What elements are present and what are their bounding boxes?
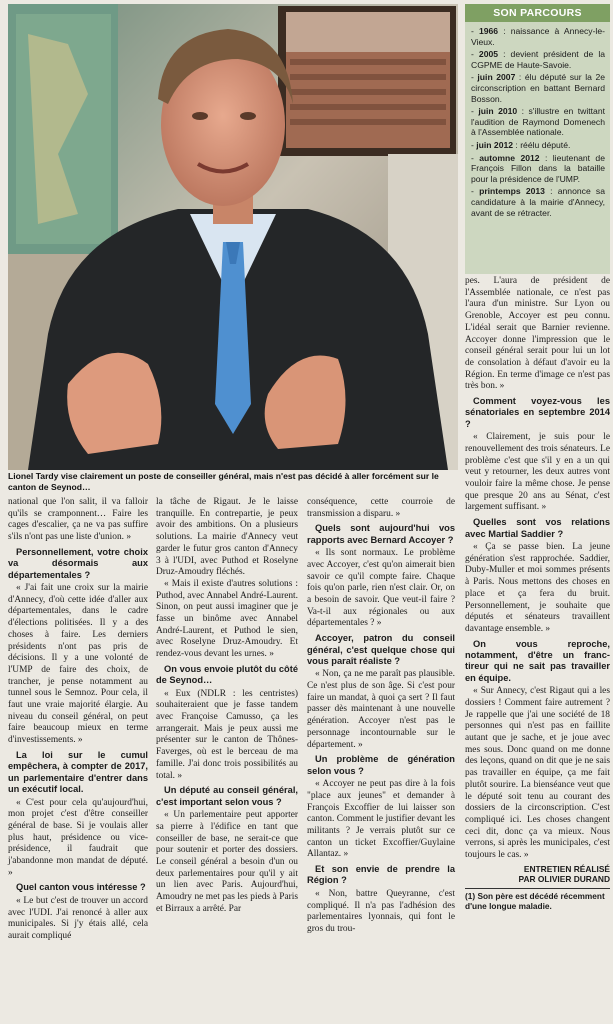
interview-paragraph: « Non, battre Queyranne, c'est compliqué. Il n'a pas l'adhésion des parlementaires lyonnais, qui font le gros du trou- bbox=[307, 888, 455, 934]
career-timeline bbox=[465, 22, 610, 218]
interview-question: Comment voyez-vous les sénatoriales en septembre 2014 ? bbox=[465, 396, 610, 429]
article-column-1 bbox=[8, 497, 148, 943]
interview-question: Personnellement, votre choix va désormais aux départementales ? bbox=[8, 546, 148, 580]
timeline-text: : annonce sa candidature à la mairie d'Annecy, avant de se rétracter. bbox=[471, 186, 606, 218]
divider bbox=[465, 888, 610, 889]
interview-question: On vous reproche, notamment, d'être un franc-tireur qui ne sait pas travailler en équipe. bbox=[465, 638, 610, 683]
byline-line-1: ENTRETIEN RÉALISÉ bbox=[523, 863, 610, 874]
timeline-text: : élu député sur la 2e circonscription en battant Bernard Bosson. bbox=[471, 72, 606, 104]
interview-paragraph: « Accoyer ne peut pas dire à la fois "place aux jeunes" et demander à François Excoffier de lui laisser son canton. Comment le justifier devant les militants ? Je verrais plutôt sur ce canton un ticket Excoffier/Guylaine Allantaz. » bbox=[307, 779, 455, 860]
interview-paragraph: « Le but c'est de trouver un accord avec l'UDI. J'ai renoncé à aller aux municipales. Si j'y étais allé, cela aurait compliqué bbox=[8, 895, 148, 941]
interview-paragraph: « Ils sont normaux. Le problème avec Accoyer, c'est qu'on aimerait bien savoir ce qu'il compte faire. Chaque fois qu'on parle, rien n'est clair. Or, on a besoin de savoir. Que veut-il faire ? Va-t-il aux régionales ou aux départementales ? » bbox=[307, 548, 455, 629]
article-column-2 bbox=[156, 497, 298, 915]
interview-question: Accoyer, patron du conseil général, c'est quelque chose qui vous paraît réaliste ? bbox=[307, 633, 455, 666]
timeline-date: juin 2007 bbox=[477, 72, 516, 83]
article-column-3 bbox=[307, 497, 455, 936]
footnote: (1) Son père est décédé récemment d'une longue maladie. bbox=[465, 890, 605, 912]
interview-paragraph: « C'est pour cela qu'aujourd'hui, mon projet c'est d'être conseiller général de base. Si je voulais aller plus haut, présidence ou vice-présidence, il faudrait que j'abandonne mon mandat de député. » bbox=[8, 797, 148, 878]
interview-paragraph: « Mais il existe d'autres solutions : Puthod, avec Annabel André-Laurent. Sinon, on peut aussi imaginer que je fasse un binôme avec Annabel André-Laurent, et Puthod le sien, avec Roselyne Druz-Amoudry. Et rendez-vous devant les urnes. » bbox=[156, 578, 298, 660]
timeline-entry: - 2005 : devient président de la CGPME de Haute-Savoie. bbox=[471, 49, 606, 70]
timeline-date: 1966 bbox=[478, 26, 499, 36]
interview-paragraph: pes. L'aura de président de l'Assemblée nationale, ce n'est pas l'aura d'un ministre. Sur Lyon ou Grenoble, Accoyer est peu connu. L'idéal serait que Barnier revienne. Accoyer donne l'impression que le conseil général serait pour lui un lot de consolation à défaut d'avoir eu la Région. En terme d'image ce n'est pas très bon. » bbox=[465, 276, 610, 392]
sidebar-title: SON PARCOURS bbox=[465, 4, 610, 22]
byline-line-2: PAR OLIVIER DURAND bbox=[518, 874, 610, 885]
timeline-entry: - 1966 : naissance à Annecy-le-Vieux. bbox=[471, 26, 605, 47]
interview-question: Quelles sont vos relations avec Martial Saddier ? bbox=[465, 517, 610, 539]
timeline-text: : naissance à Annecy-le-Vieux. bbox=[471, 26, 605, 47]
interview-paragraph: « J'ai fait une croix sur la mairie d'Annecy, d'où cette idée d'aller aux départementales, dans le cadre d'élections politisées. Il y a des choses à faire. Les derniers présidents n'ont pas pris de décisions. Il y a une volonté de l'UMP de faire des choix, de trancher, je pense notamment au tunnel sous le Semnoz. Pour cela, il faut une vraie majorité élargie. Au niveau du conseil général, on peut faire beaucoup mieux en terme d'investissements. » bbox=[8, 583, 148, 746]
interview-question: Et son envie de prendre la Région ? bbox=[307, 864, 455, 886]
interview-question: Un problème de génération selon vous ? bbox=[307, 754, 455, 776]
interview-question: On vous envoie plutôt du côté de Seynod… bbox=[156, 663, 298, 686]
interview-paragraph: « Un parlementaire peut apporter sa pierre à l'édifice en tant que conseiller de base, ne serait-ce que pour soutenir et porter des dossiers. Le conseil général a besoin d'un ou deux parlementaires pour qu'il y ait un lien avec Paris. Aujourd'hui, Amoudry ne met pas les pieds à Paris et Birraux a arrêté. Par bbox=[156, 810, 298, 914]
photo-caption: Lionel Tardy vise clairement un poste de conseiller général, mais n'est pas décidé à aller forcément sur le canton de Seynod… bbox=[8, 471, 439, 492]
article-column-4 bbox=[465, 276, 610, 912]
timeline-entry: - printemps 2013 : annonce sa candidature à la mairie d'Annecy, avant de se rétracter. bbox=[471, 186, 606, 218]
interview-paragraph: « Non, ça ne me paraît pas plausible. Ce n'est plus de son âge. Si c'est pour faire un mandat, à quoi ça sert ? Il faut passer dès maintenant à une nouvelle génération. Accoyer n'est pas le personnage incontournable sur le département. » bbox=[307, 669, 455, 750]
timeline-date: juin 2012 bbox=[476, 139, 514, 150]
timeline-text: : s'illustre en twittant l'audition de Raymond Domenech à l'Assemblée nationale. bbox=[471, 106, 605, 138]
timeline-entry: - automne 2012 : lieutenant de François Fillon dans la bataille pour la présidence de l'UMP. bbox=[471, 152, 605, 184]
timeline-entry: - juin 2010 : s'illustre en twittant l'audition de Raymond Domenech à l'Assemblée nationale. bbox=[471, 106, 605, 138]
timeline-text: : lieutenant de François Fillon dans la bataille pour la présidence de l'UMP. bbox=[471, 152, 605, 184]
timeline-date: printemps 2013 bbox=[479, 186, 545, 197]
timeline-entry: - juin 2012 : réélu député. bbox=[471, 139, 571, 150]
portrait-photo bbox=[8, 4, 458, 470]
photo-illustration bbox=[8, 4, 458, 470]
timeline-text: : réélu député. bbox=[513, 139, 571, 150]
timeline-date: 2005 bbox=[478, 49, 499, 60]
timeline-date: juin 2010 bbox=[478, 106, 518, 117]
interview-paragraph: conséquence, cette courroie de transmission a disparu. » bbox=[307, 497, 455, 519]
interview-question: Quels sont aujourd'hui vos rapports avec Bernard Accoyer ? bbox=[307, 523, 455, 545]
interview-paragraph: « Ça se passe bien. La jeune génération s'est rapprochée. Saddier, Duby-Muller et moi sommes présents à Paris. Nous mettons des choses en place et ça fera du bruit. Personnellement, je souhaite que députés et sénateurs travaillent davantage ensemble. » bbox=[465, 541, 610, 634]
interview-question: Quel canton vous intéresse ? bbox=[16, 882, 146, 893]
timeline-text: : devient président de la CGPME de Haute-Savoie. bbox=[471, 49, 606, 70]
interview-paragraph: « Eux (NDLR : les centristes) souhaiteraient que je fasse tandem avec Françoise Camusso, ça les arrangerait. Mais je peux aussi me présenter sur le canton de Thônes-Faverges, où est le berceau de ma famille. J'ai donc trois possibilités au total. » bbox=[156, 688, 298, 781]
interview-question: Un député au conseil général, c'est important selon vous ? bbox=[156, 785, 298, 807]
interview-paragraph: la tâche de Rigaut. Je le laisse tranquille. En contrepartie, je peux avoir des ambitions. On a plusieurs solutions. La mairie d'Annecy veut garder le futur gros canton d'Annecy 3 à l'UDI, avec Puthod et Roselyne Druz-Amoudry fléchés. bbox=[156, 497, 298, 578]
interview-question: La loi sur le cumul empêchera, à compter de 2017, un parlementaire d'entrer dans un exécutif local. bbox=[8, 749, 148, 795]
timeline-entry: - juin 2007 : élu député sur la 2e circonscription en battant Bernard Bosson. bbox=[471, 72, 606, 104]
interview-paragraph: « Sur Annecy, c'est Rigaut qui a les dossiers ! Comment faire autrement ? Je rappelle que j'ai une société de 18 personnes qui n'est pas en faillite autant que je sache, et je joue avec mes sous. Donc quand on me donne des leçons, quand on dit que je ne sais pas travailler en équipe, ça me fait plutôt sourire. La bienséance veut que le député soit tenu au courant des dossiers de la circonscription. C'est compliqué ici. Les choses changent ceci dit, donc ça va mieux. Nous verrons, si après les municipales, c'est toujours le cas. » bbox=[465, 686, 610, 861]
interview-paragraph: national que l'on salit, il va falloir qu'ils se cramponnent… Faire les cages d'escalier, ça ne va pas suffire s'ils n'ont pas une liste d'union. » bbox=[8, 497, 148, 543]
career-sidebar bbox=[465, 4, 610, 274]
interview-paragraph: « Clairement, je suis pour le renouvellement des trois sénateurs. Le problème c'est que s'il y en a un qui veut y retourner, les deux autres vont vouloir faire la même chose. Je pense que presque 20 ans au Sénat, c'est largement suffisant. » bbox=[465, 432, 610, 513]
timeline-date: automne 2012 bbox=[479, 152, 540, 163]
